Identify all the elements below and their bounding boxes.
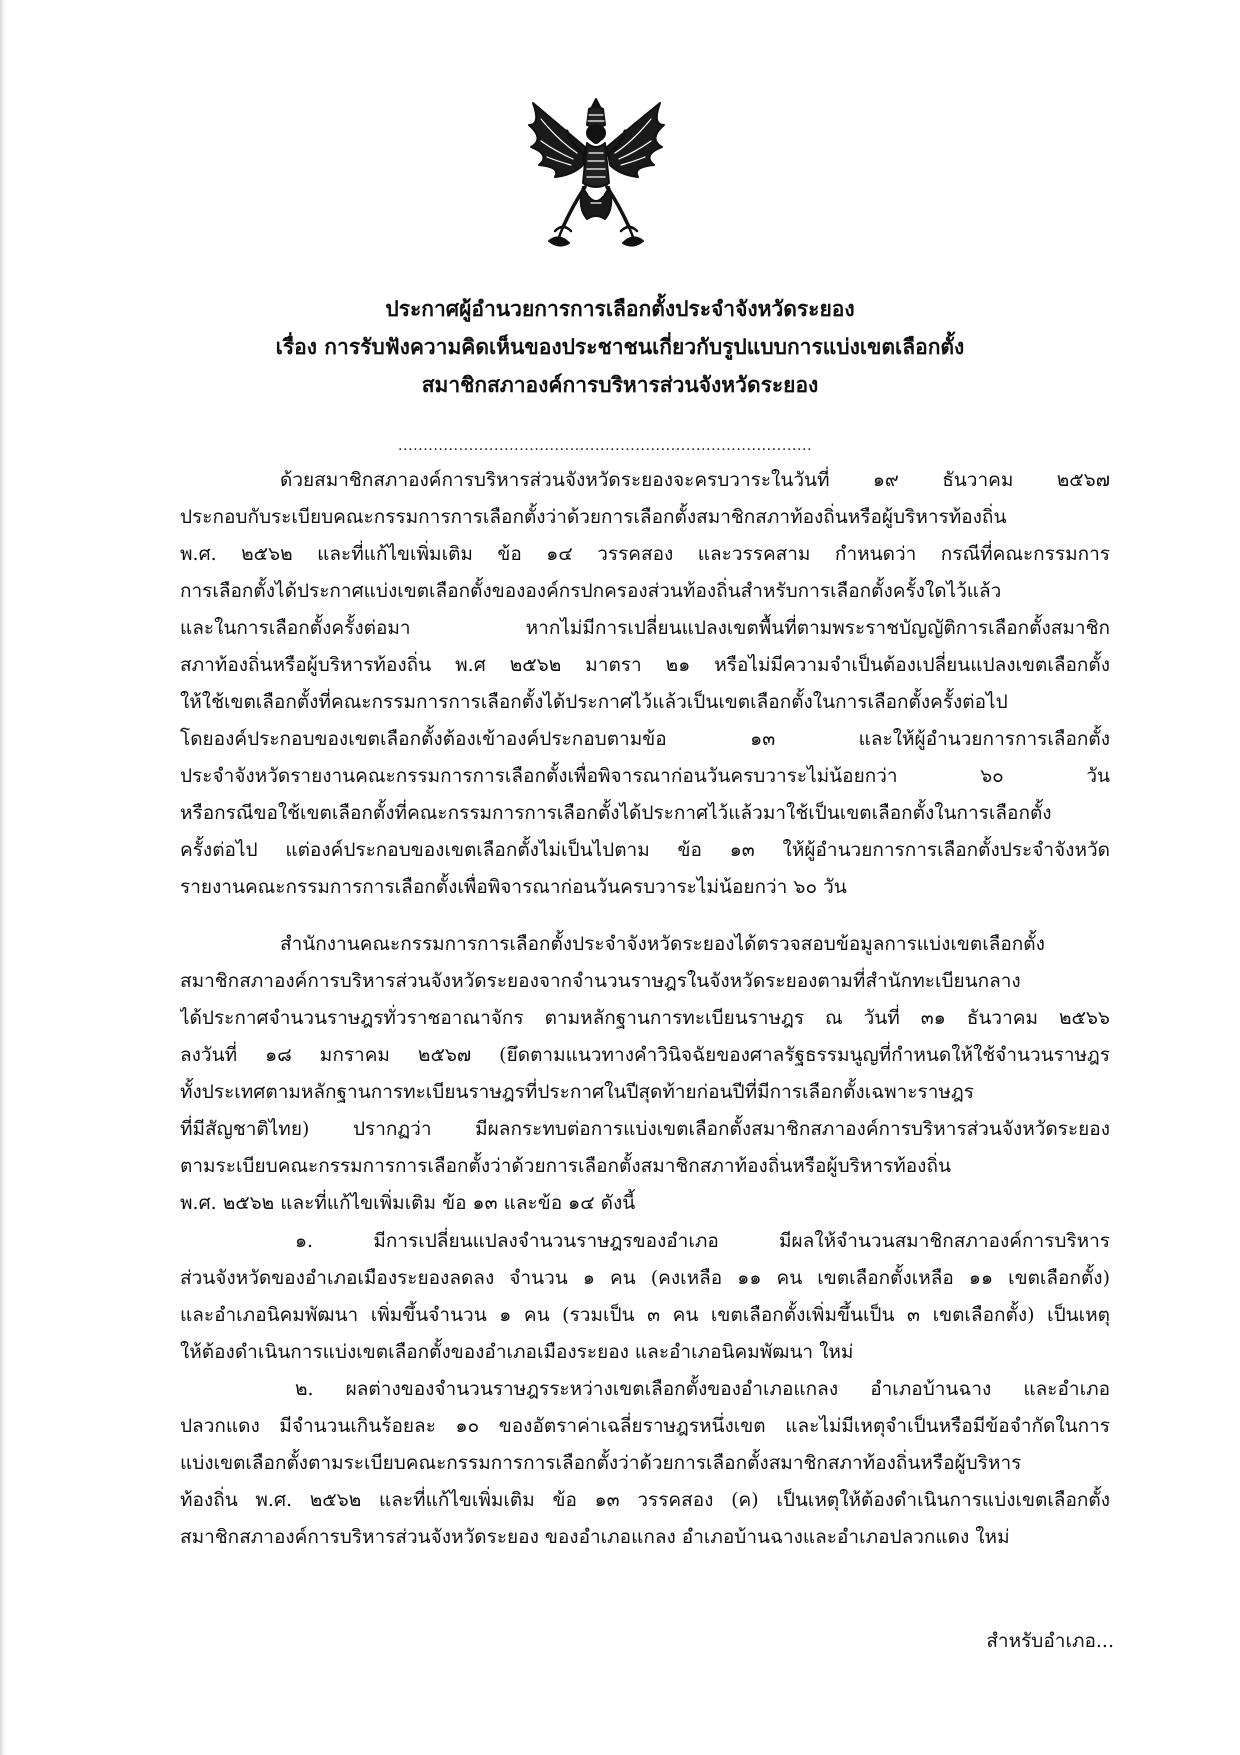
paragraph-line: ประจำจังหวัดรายงานคณะกรรมการการเลือกตั้งเพื่อพิจารณาก่อนวันครบวาระไม่น้อยกว่า ๖๐ วัน xyxy=(180,765,1110,787)
paragraph-line: พ.ศ. ๒๕๖๒ และที่แก้ไขเพิ่มเติม ข้อ ๑๓ และข้อ ๑๔ ดังนี้ xyxy=(180,1192,636,1214)
paragraph-line: รายงานคณะกรรมการการเลือกตั้งเพื่อพิจารณาก่อนวันครบวาระไม่น้อยกว่า ๖๐ วัน xyxy=(180,876,847,898)
paragraph-line: ลงวันที่ ๑๘ มกราคม ๒๕๖๗ (ยึดตามแนวทางคำวินิจฉัยของศาลรัฐธรรมนูญที่กำหนดให้ใช้จำนวนราษฎร xyxy=(180,1044,1110,1066)
scan-edge xyxy=(0,0,6,1755)
paragraph-line: พ.ศ. ๒๕๖๒ และที่แก้ไขเพิ่มเติม ข้อ ๑๔ วรรคสอง และวรรคสาม กำหนดว่า กรณีที่คณะกรรมการ xyxy=(180,543,1110,565)
paragraph-4 xyxy=(180,1371,1110,1556)
paragraph-line: และในการเลือกตั้งครั้งต่อมา หากไม่มีการเปลี่ยนแปลงเขตพื้นที่ตามพระราชบัญญัติการเลือกตั้งสมาชิก xyxy=(180,617,1110,639)
paragraph-line: สภาท้องถิ่นหรือผู้บริหารท้องถิ่น พ.ศ ๒๕๖๒ มาตรา ๒๑ หรือไม่มีความจำเป็นต้องเปลี่ยนแปลงเขตเลือกตั้ง xyxy=(180,654,1110,676)
title-line-2: เรื่อง การรับฟังความคิดเห็นของประชาชนเกี่ยวกับรูปแบบการแบ่งเขตเลือกตั้ง xyxy=(275,334,965,359)
paragraph-line: ปลวกแดง มีจำนวนเกินร้อยละ ๑๐ ของอัตราค่าเฉลี่ยราษฎรหนึ่งเขต และไม่มีเหตุจำเป็นหรือมีข้อจำกัดในการ xyxy=(180,1415,1110,1437)
title-line-1: ประกาศผู้อำนวยการการเลือกตั้งประจำจังหวัดระยอง xyxy=(385,296,855,321)
paragraph-line: สมาชิกสภาองค์การบริหารส่วนจังหวัดระยอง ของอำเภอแกลง อำเภอบ้านฉางและอำเภอปลวกแดง ใหม่ xyxy=(180,1526,1010,1548)
title-separator: .................................................................................. xyxy=(398,438,813,454)
paragraph-line: ท้องถิ่น พ.ศ. ๒๕๖๒ และที่แก้ไขเพิ่มเติม ข้อ ๑๓ วรรคสอง (ค) เป็นเหตุให้ต้องดำเนินการแบ่งเขตเลือกตั้ง xyxy=(180,1489,1110,1511)
paragraph-line: ทั้งประเทศตามหลักฐานการทะเบียนราษฎรที่ประกาศในปีสุดท้ายก่อนปีที่มีการเลือกตั้งเฉพาะราษฎร xyxy=(180,1081,974,1103)
paragraph-line: ครั้งต่อไป แต่องค์ประกอบของเขตเลือกตั้งไม่เป็นไปตาม ข้อ ๑๓ ให้ผู้อำนวยการการเลือกตั้งประจำจังหวัด xyxy=(180,839,1110,861)
paragraph-line: โดยองค์ประกอบของเขตเลือกตั้งต้องเข้าองค์ประกอบตามข้อ ๑๓ และให้ผู้อำนวยการการเลือกตั้ง xyxy=(180,728,1110,750)
title-line-3: สมาชิกสภาองค์การบริหารส่วนจังหวัดระยอง xyxy=(421,372,819,397)
paragraph-line: สำนักงานคณะกรรมการการเลือกตั้งประจำจังหวัดระยองได้ตรวจสอบข้อมูลการแบ่งเขตเลือกตั้ง xyxy=(280,933,1045,955)
paragraph-1 xyxy=(180,462,1110,906)
paragraph-line: และอำเภอนิคมพัฒนา เพิ่มขึ้นจำนวน ๑ คน (รวมเป็น ๓ คน เขตเลือกตั้งเพิ่มขึ้นเป็น ๓ เขตเลือกตั้ง) เป็นเหตุ xyxy=(180,1304,1110,1326)
paragraph-line: ให้ต้องดำเนินการแบ่งเขตเลือกตั้งของอำเภอเมืองระยอง และอำเภอนิคมพัฒนา ใหม่ xyxy=(180,1341,854,1363)
paragraph-3 xyxy=(180,1223,1110,1371)
paragraph-line: ๑. มีการเปลี่ยนแปลงจำนวนราษฎรของอำเภอ มีผลให้จำนวนสมาชิกสภาองค์การบริหาร xyxy=(295,1230,1110,1252)
garuda-emblem-icon xyxy=(519,95,674,255)
paragraph-line: ให้ใช้เขตเลือกตั้งที่คณะกรรมการการเลือกตั้งได้ประกาศไว้แล้วเป็นเขตเลือกตั้งในการเลือกตั้งครั้งต่อไป xyxy=(180,691,1008,713)
announcement-title xyxy=(170,290,1070,404)
paragraph-line: ๒. ผลต่างของจำนวนราษฎรระหว่างเขตเลือกตั้งของอำเภอแกลง อำเภอบ้านฉาง และอำเภอ xyxy=(295,1378,1110,1400)
paragraph-line: การเลือกตั้งได้ประกาศแบ่งเขตเลือกตั้งขององค์กรปกครองส่วนท้องถิ่นสำหรับการเลือกตั้งครั้งใดไว้แล้ว xyxy=(180,580,1002,602)
paragraph-line: ส่วนจังหวัดของอำเภอเมืองระยองลดลง จำนวน ๑ คน (คงเหลือ ๑๑ คน เขตเลือกตั้งเหลือ ๑๑ เขตเลือกตั้ง) xyxy=(180,1267,1110,1289)
paragraph-line: ประกอบกับระเบียบคณะกรรมการการเลือกตั้งว่าด้วยการเลือกตั้งสมาชิกสภาท้องถิ่นหรือผู้บริหารท้องถิ่น xyxy=(180,506,1007,528)
paragraph-line: หรือกรณีขอใช้เขตเลือกตั้งที่คณะกรรมการการเลือกตั้งได้ประกาศไว้แล้วมาใช้เป็นเขตเลือกตั้งในการเลือกตั้ง xyxy=(180,802,1052,824)
continuation-text: สำหรับอำเภอ... xyxy=(986,1630,1114,1652)
paragraph-line: ด้วยสมาชิกสภาองค์การบริหารส่วนจังหวัดระยองจะครบวาระในวันที่ ๑๙ ธันวาคม ๒๕๖๗ xyxy=(280,469,1110,491)
paragraph-line: แบ่งเขตเลือกตั้งตามระเบียบคณะกรรมการการเลือกตั้งว่าด้วยการเลือกตั้งสมาชิกสภาท้องถิ่นหรือผู้บริหาร xyxy=(180,1452,1022,1474)
paragraph-line: ตามระเบียบคณะกรรมการการเลือกตั้งว่าด้วยการเลือกตั้งสมาชิกสภาท้องถิ่นหรือผู้บริหารท้องถิ่น xyxy=(180,1155,951,1177)
paragraph-2 xyxy=(180,926,1110,1222)
paragraph-line: ได้ประกาศจำนวนราษฎรทั่วราชอาณาจักร ตามหลักฐานการทะเบียนราษฎร ณ วันที่ ๓๑ ธันวาคม ๒๕๖๖ xyxy=(180,1007,1110,1029)
paragraph-line: สมาชิกสภาองค์การบริหารส่วนจังหวัดระยองจากจำนวนราษฎรในจังหวัดระยองตามที่สำนักทะเบียนกลาง xyxy=(180,970,1021,992)
paragraph-line: ที่มีสัญชาติไทย) ปรากฏว่า มีผลกระทบต่อการแบ่งเขตเลือกตั้งสมาชิกสภาองค์การบริหารส่วนจังหวัดระยอง xyxy=(180,1118,1110,1140)
